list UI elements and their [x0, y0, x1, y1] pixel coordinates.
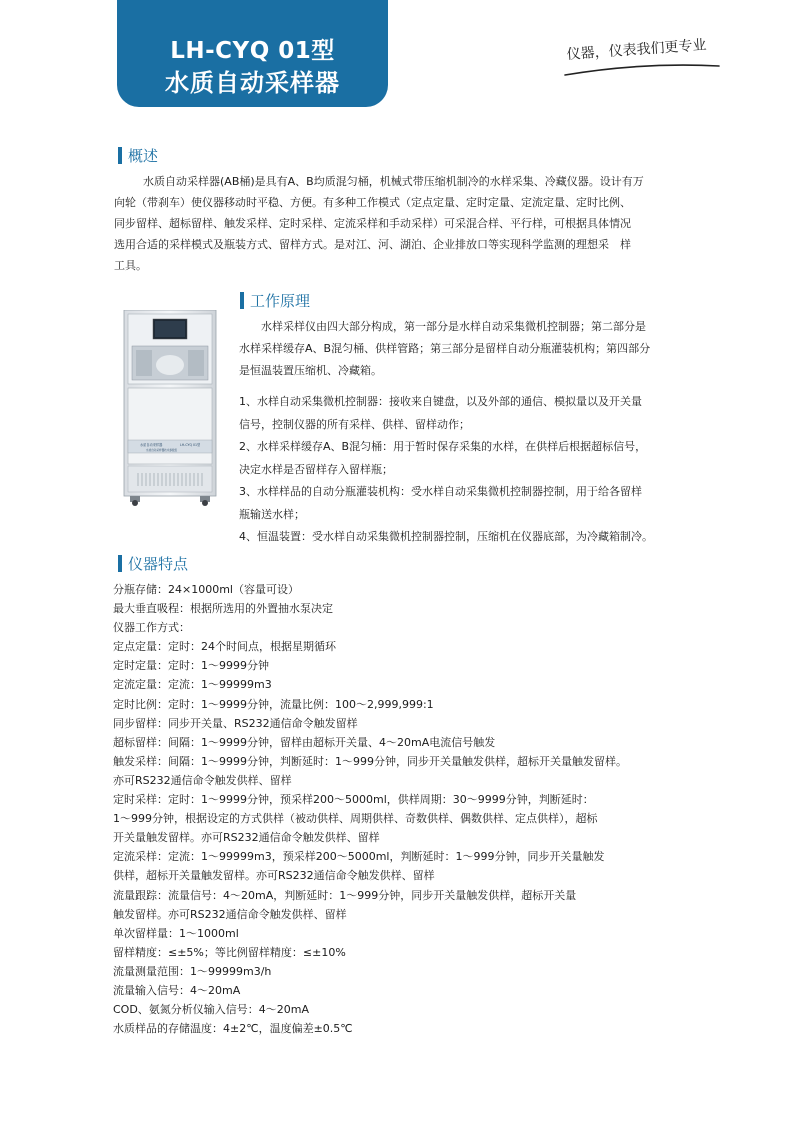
- section-marker: [118, 555, 122, 572]
- principle-intro-line: 是恒温装置压缩机、冷藏箱。: [239, 364, 382, 377]
- feature-line: 定流采样：定流：1～99999m3，预采样200～5000ml，判断延时：1～999分钟，同步开关量触发: [113, 850, 605, 864]
- feature-line: 仪器工作方式：: [113, 621, 190, 635]
- principle-item-line: 信号，控制仪器的所有采样、供样、留样动作；: [239, 417, 470, 431]
- panel-bottom-label: 水质自动采样器技术参数表: [146, 449, 178, 452]
- overview-heading: [118, 145, 158, 166]
- feature-line: 定时采样：定时：1～9999分钟，预采样200～5000ml，供样周期：30～9999分钟，判断延时：: [113, 793, 594, 807]
- principle-item-line: 瓶输送水样；: [239, 507, 305, 521]
- section-marker: [118, 147, 122, 164]
- principle-item-line: 决定水样是否留样存入留样瓶；: [239, 462, 393, 476]
- overview-line: 选用合适的采样模式及瓶装方式、留样方式。是对江、河、湖泊、企业排放口等实现科学监测的理想采 样: [114, 238, 631, 251]
- principle-item-line: 2、水样采样缓存A、B混匀桶：用于暂时保存采集的水样，在供样后根据超标信号，: [239, 440, 647, 453]
- principle-intro-line: 水样采样仪由四大部分构成，第一部分是水样自动采集微机控制器；第二部分是: [261, 320, 646, 333]
- feature-line: 超标留样：间隔：1～9999分钟，留样由超标开关量、4～20mA电流信号触发: [113, 735, 496, 749]
- feature-line: 留样精度：≤±5%；等比例留样精度：≤±10%: [113, 945, 346, 959]
- principle-intro: [239, 316, 650, 382]
- device-photo: [122, 310, 218, 506]
- features-title: 仪器特点: [128, 555, 189, 573]
- principle-list: [239, 391, 653, 549]
- caster-wheel: [132, 500, 138, 506]
- feature-line: 定点定量：定时：24个时间点，根据星期循环: [113, 640, 336, 654]
- feature-line: 亦可RS232通信命令触发供样、留样: [113, 773, 292, 787]
- title-banner: [117, 0, 388, 107]
- feature-line: 触发采样：间隔：1～9999分钟，判断延时：1～999分钟，同步开关量触发供样，超标开关量触发留样。: [113, 754, 627, 768]
- overview-line: 水质自动采样器(AB桶)是具有A、B均质混匀桶，机械式带压缩机制冷的水样采集、冷藏仪器。设计有万: [143, 175, 644, 188]
- feature-line: COD、氨氮分析仪输入信号：4～20mA: [113, 1003, 310, 1017]
- principle-item-line: 1、水样自动采集微机控制器：接收来自键盘，以及外部的通信、模拟量以及开关量: [239, 395, 642, 408]
- feature-line: 供样，超标开关量触发留样。亦可RS232通信命令触发供样、留样: [113, 869, 435, 883]
- feature-line: 流量测量范围：1～99999m3/h: [113, 964, 272, 978]
- section-marker: [240, 292, 244, 309]
- features-heading: [118, 553, 188, 574]
- feature-line: 同步留样：同步开关量、RS232通信命令触发留样: [113, 716, 358, 730]
- caster-wheel: [202, 500, 208, 506]
- feature-line: 水质样品的存储温度：4±2℃，温度偏差±0.5℃: [113, 1022, 353, 1036]
- feature-line: 定时定量：定时：1～9999分钟: [113, 659, 269, 673]
- panel-right-label: LH-CYQ 01型: [180, 443, 201, 447]
- features-list: [113, 580, 627, 1038]
- panel-left-label: 水质自动采样器: [140, 443, 163, 447]
- overview-text: [114, 171, 644, 276]
- principle-item-line: 4、恒温装置：受水样自动采集微机控制器控制，压缩机在仪器底部，为冷藏箱制冷。: [239, 530, 653, 543]
- principle-item-line: 3、水样样品的自动分瓶灌装机构：受水样自动采集微机控制器控制，用于给各留样: [239, 485, 642, 498]
- feature-line: 单次留样量：1～1000ml: [113, 926, 239, 940]
- overview-line: 工具。: [114, 259, 147, 272]
- feature-line: 定流定量：定流：1～99999m3: [113, 678, 272, 692]
- feature-line: 触发留样。亦可RS232通信命令触发供样、留样: [113, 907, 347, 921]
- principle-intro-line: 水样采样缓存A、B混匀桶、供样管路；第三部分是留样自动分瓶灌装机构；第四部分: [239, 342, 651, 355]
- slogan: 仪器，仪表我们更专业: [566, 37, 707, 63]
- feature-line: 定时比例：定时：1～9999分钟，流量比例：100～2,999,999:1: [113, 697, 434, 711]
- model-number: LH-CYQ 01型: [170, 38, 335, 64]
- principle-heading: [240, 290, 310, 311]
- feature-line: 分瓶存储：24×1000ml（容量可设）: [113, 583, 299, 596]
- overview-title: 概述: [128, 147, 159, 165]
- product-name: 水质自动采样器: [165, 69, 340, 97]
- overview-line: 向轮（带刹车）使仪器移动时平稳、方便。有多种工作模式（定点定量、定时定量、定流定量、定时比例、: [114, 196, 631, 209]
- principle-title: 工作原理: [250, 292, 311, 310]
- feature-line: 最大垂直吸程：根据所选用的外置抽水泵决定: [113, 602, 333, 616]
- feature-line: 1～999分钟，根据设定的方式供样（被动供样、周期供样、奇数供样、偶数供样、定点供样），超标: [113, 812, 598, 826]
- feature-line: 开关量触发留样。亦可RS232通信命令触发供样、留样: [113, 831, 380, 845]
- overview-line: 同步留样、超标留样、触发采样、定时采样、定流采样和手动采样）可采混合样、平行样，可根据具体情况: [114, 217, 631, 230]
- slogan-swoosh: [563, 64, 723, 78]
- feature-line: 流量跟踪：流量信号：4～20mA，判断延时：1～999分钟，同步开关量触发供样，超标开关量: [113, 888, 577, 902]
- feature-line: 流量输入信号：4～20mA: [113, 983, 241, 997]
